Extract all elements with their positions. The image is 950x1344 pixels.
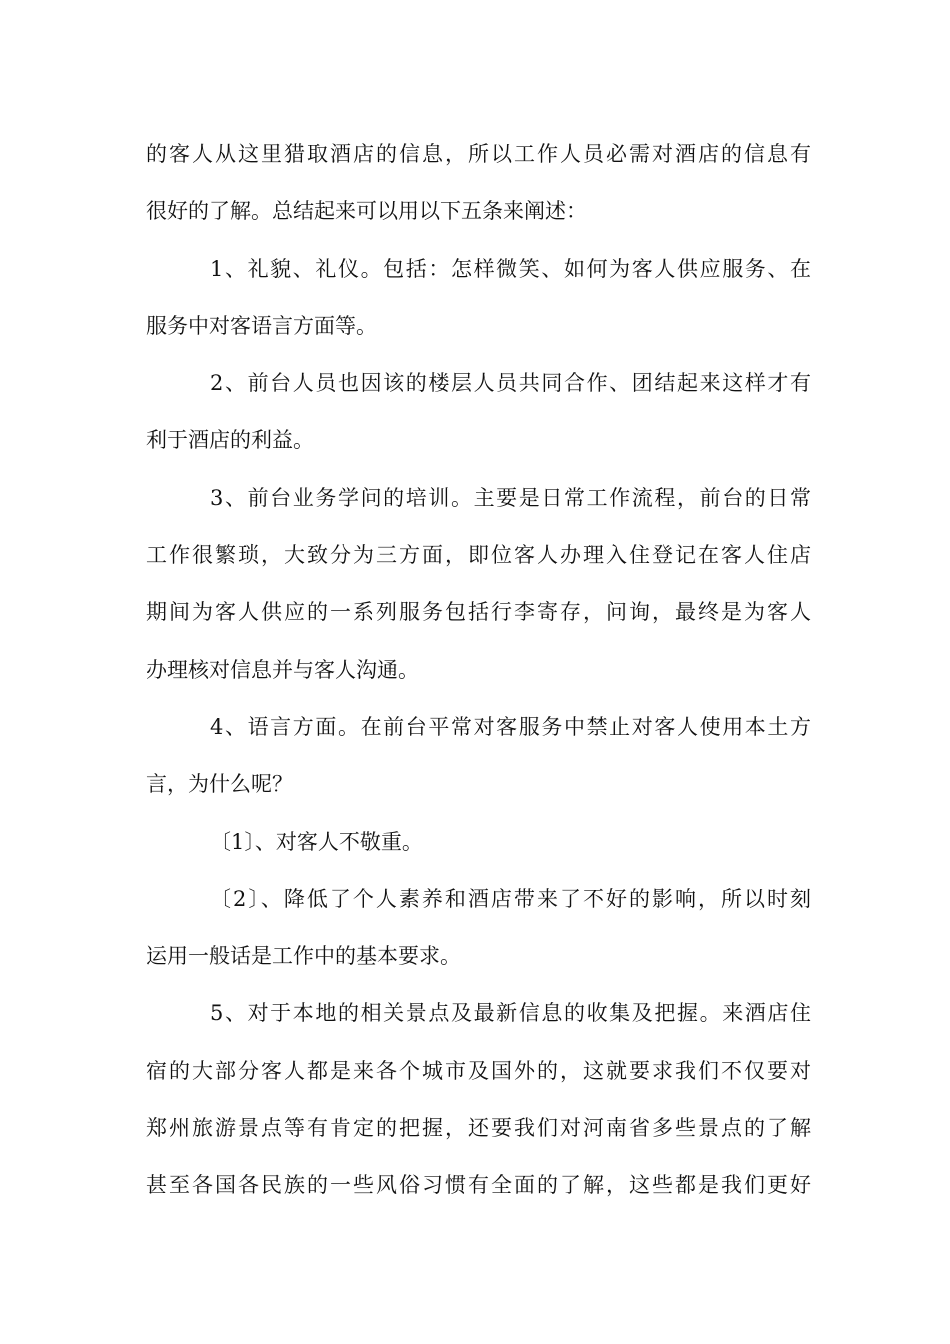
text-line: 很好的了解。总结起来可以用以下五条来阐述： [146, 199, 587, 224]
text-line: 期间为客人供应的一系列服务包括行李寄存，问询，最终是为客人 [146, 600, 811, 625]
text-line: 运用一般话是工作中的基本要求。 [146, 944, 461, 969]
list-item-1-line: 1、礼貌、礼仪。包括：怎样微笑、如何为客人供应服务、在 [210, 256, 811, 281]
body-text [146, 126, 811, 1215]
text-line: 利于酒店的利益。 [146, 428, 314, 453]
text-line: 办理核对信息并与客人沟通。 [146, 657, 419, 682]
text-line: 言，为什么呢？ [146, 772, 293, 797]
list-item-5-line: 5、对于本地的相关景点及最新信息的收集及把握。来酒店住 [210, 1001, 811, 1026]
sub-item-2-line: 〔2〕、降低了个人素养和酒店带来了不好的影响，所以时刻 [210, 886, 811, 911]
sub-item-1-line: 〔1〕、对客人不敬重。 [210, 829, 423, 854]
list-item-4-line: 4、语言方面。在前台平常对客服务中禁止对客人使用本土方 [210, 714, 811, 739]
list-item-2-line: 2、前台人员也因该的楼层人员共同合作、团结起来这样才有 [210, 371, 811, 396]
text-line: 宿的大部分客人都是来各个城市及国外的，这就要求我们不仅要对 [146, 1058, 811, 1083]
text-line: 服务中对客语言方面等。 [146, 313, 377, 338]
text-line: 的客人从这里猎取酒店的信息，所以工作人员必需对酒店的信息有 [146, 142, 811, 166]
list-item-3-line: 3、前台业务学问的培训。主要是日常工作流程，前台的日常 [210, 485, 811, 510]
text-line: 工作很繁琐，大致分为三方面，即位客人办理入住登记在客人住店 [146, 543, 811, 568]
text-line: 郑州旅游景点等有肯定的把握，还要我们对河南省多些景点的了解 [146, 1116, 811, 1141]
text-line: 甚至各国各民族的一些风俗习惯有全面的了解，这些都是我们更好 [146, 1173, 811, 1198]
